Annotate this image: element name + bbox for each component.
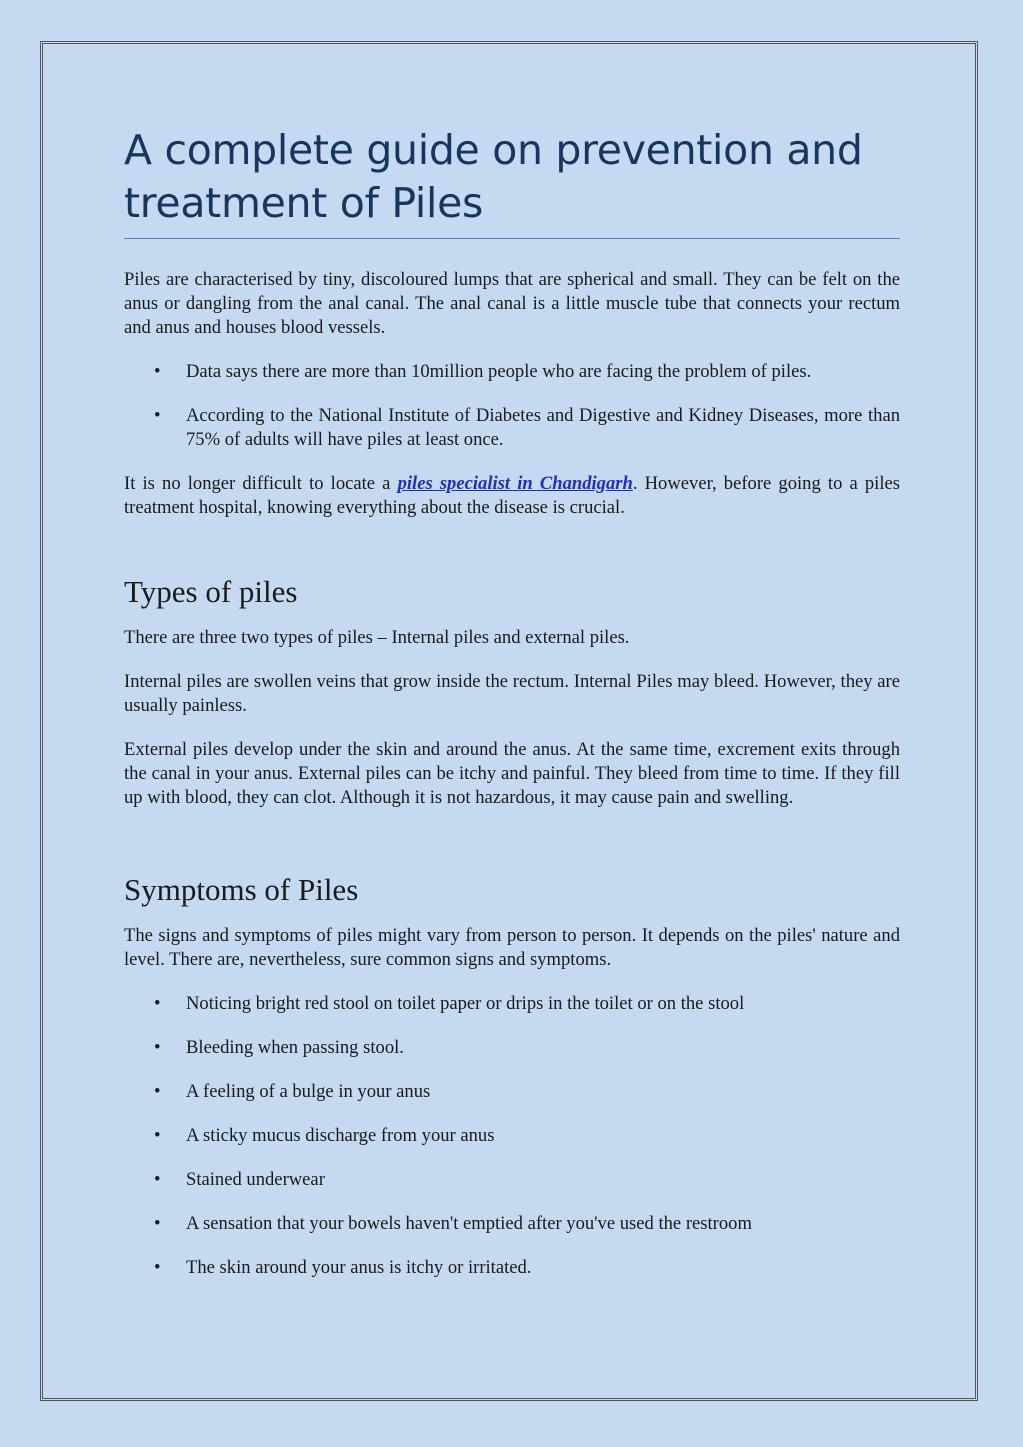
symptoms-bullet-list	[124, 992, 900, 1280]
specialist-text-before: It is no longer difficult to locate a	[124, 473, 391, 494]
list-item	[124, 404, 900, 452]
symptoms-heading: Symptoms of Piles	[124, 872, 359, 907]
symptoms-intro-paragraph: The signs and symptoms of piles might vary from person to person. It depends on the piles' nature and level. There are, nevertheless, sure common signs and symptoms.	[124, 925, 900, 970]
list-item	[124, 1036, 900, 1060]
types-paragraph-3: External piles develop under the skin and around the anus. At the same time, excrement exits through the canal in your anus. External piles can be itchy and painful. They bleed from time to time. If they fill up with blood, they can clot. Although it is not hazardous, it may cause pain and swelling.	[124, 739, 900, 808]
specialist-paragraph	[124, 472, 900, 520]
piles-specialist-link[interactable]: piles specialist in Chandigarh	[397, 473, 633, 494]
types-paragraph-2: Internal piles are swollen veins that grow inside the rectum. Internal Piles may bleed. However, they are usually painless.	[124, 671, 900, 716]
bullet-icon: •	[154, 1257, 161, 1278]
specialist-text-after: . However, before going to a piles treatment hospital, knowing everything about the disease is crucial.	[124, 473, 900, 518]
list-item-text: According to the National Institute of Diabetes and Digestive and Kidney Diseases, more than 75% of adults will have piles at least once.	[186, 405, 900, 450]
list-item	[124, 1080, 900, 1104]
list-item-text: A sticky mucus discharge from your anus	[186, 1125, 495, 1146]
list-item-text: Stained underwear	[186, 1169, 325, 1190]
bullet-icon: •	[154, 1125, 161, 1146]
intro-bullet-list	[124, 360, 900, 452]
list-item-text: Bleeding when passing stool.	[186, 1037, 404, 1058]
types-heading: Types of piles	[124, 574, 298, 609]
bullet-icon: •	[154, 361, 161, 382]
list-item	[124, 992, 900, 1016]
list-item-text: The skin around your anus is itchy or irritated.	[186, 1257, 532, 1278]
intro-paragraph: Piles are characterised by tiny, discoloured lumps that are spherical and small. They can be felt on the anus or dangling from the anal canal. The anal canal is a little muscle tube that connects your rectum and anus and houses blood vessels.	[124, 269, 900, 338]
bullet-icon: •	[154, 993, 161, 1014]
page-title: A complete guide on prevention and treatment of Piles	[124, 124, 900, 239]
types-paragraph-1: There are three two types of piles – Internal piles and external piles.	[124, 627, 630, 648]
bullet-icon: •	[154, 1037, 161, 1058]
bullet-icon: •	[154, 1213, 161, 1234]
bullet-icon: •	[154, 1081, 161, 1102]
document-body	[124, 124, 900, 1280]
list-item-text: A feeling of a bulge in your anus	[186, 1081, 431, 1102]
bullet-icon: •	[154, 1169, 161, 1190]
list-item-text: Data says there are more than 10million people who are facing the problem of piles.	[186, 361, 812, 382]
list-item	[124, 360, 900, 384]
list-item	[124, 1168, 900, 1192]
list-item	[124, 1256, 900, 1280]
list-item	[124, 1124, 900, 1148]
list-item-text: A sensation that your bowels haven't emptied after you've used the restroom	[186, 1213, 752, 1234]
list-item	[124, 1212, 900, 1236]
bullet-icon: •	[154, 405, 161, 426]
list-item-text: Noticing bright red stool on toilet paper or drips in the toilet or on the stool	[186, 993, 745, 1014]
